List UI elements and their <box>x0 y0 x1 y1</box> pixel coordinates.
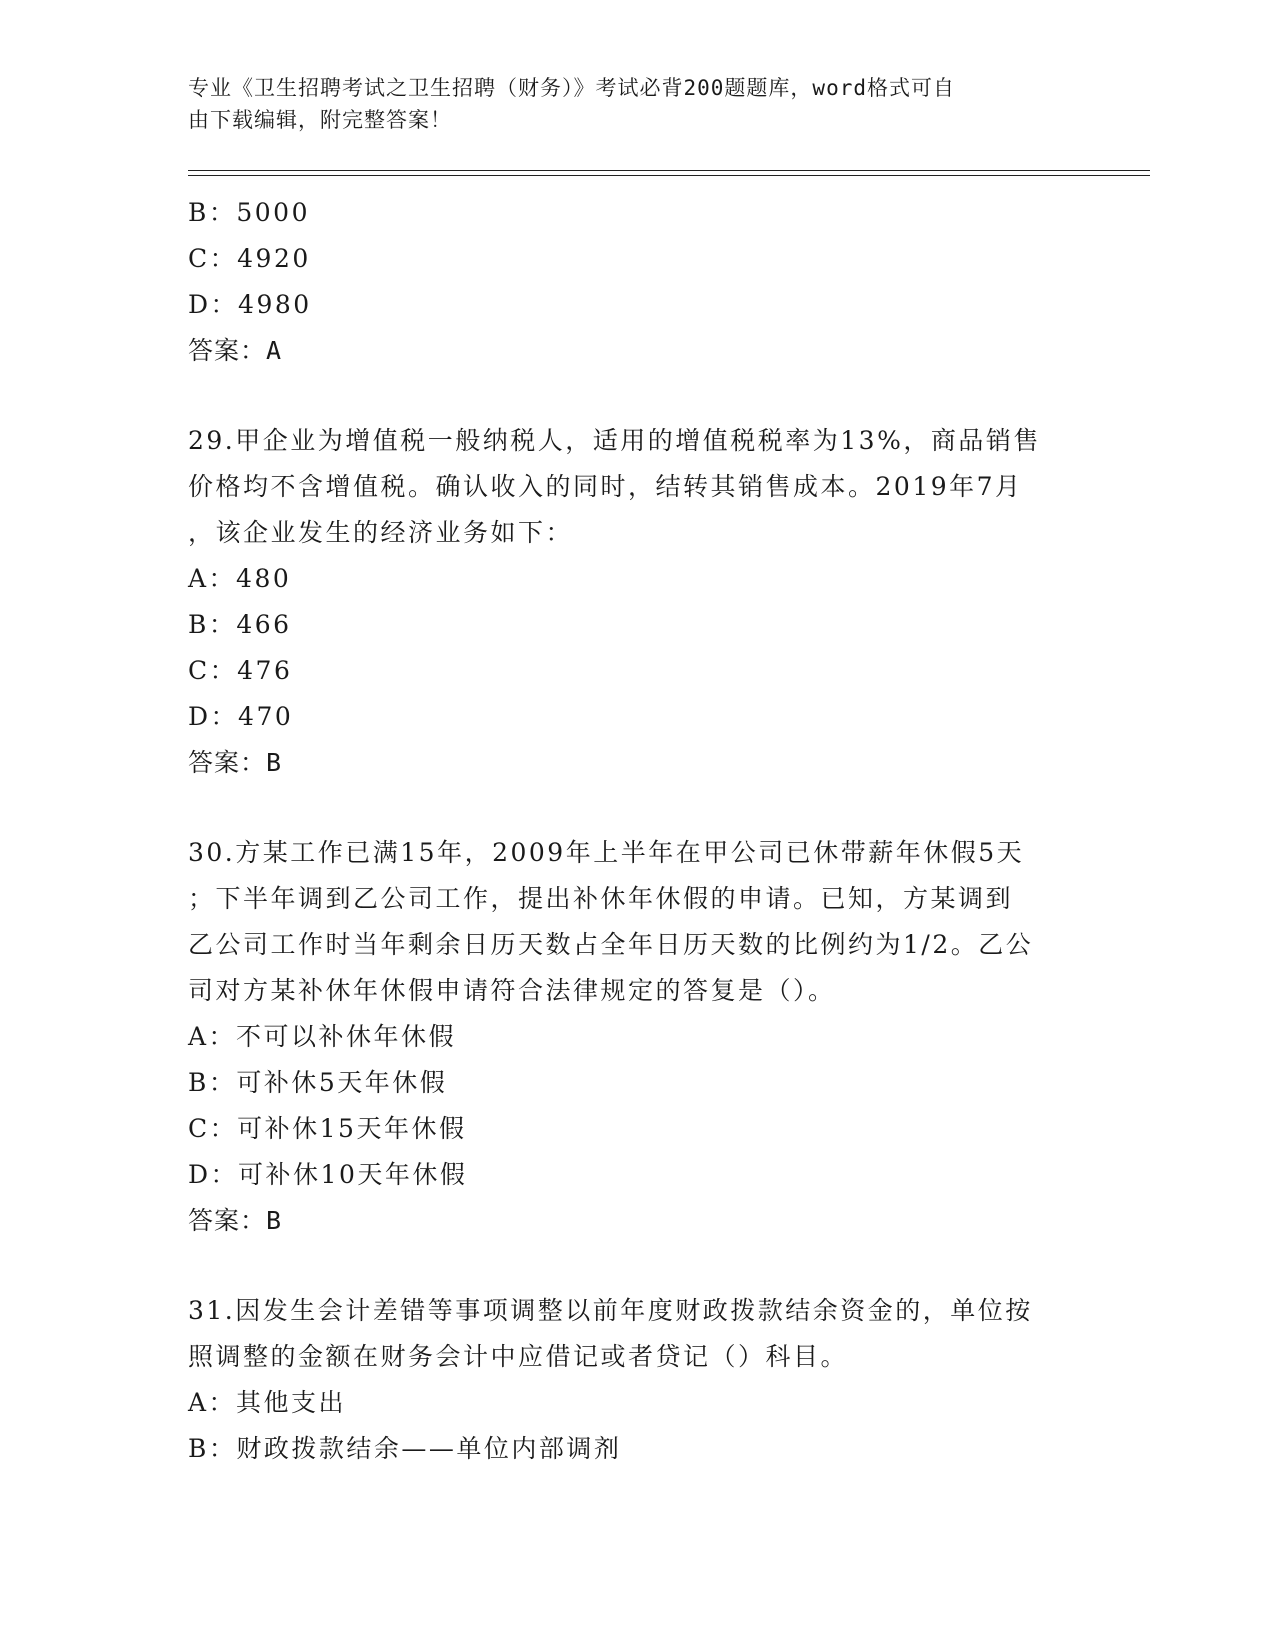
header-title-line-2: 由下载编辑，附完整答案！ <box>188 108 452 132</box>
answer-label: 答案：B <box>188 1206 283 1235</box>
question-list <box>188 190 1088 1472</box>
question-text-line: 30.方某工作已满15年，2009年上半年在甲公司已休带薪年休假5天 <box>188 838 1025 867</box>
header-title-line-1: 专业《卫生招聘考试之卫生招聘（财务）》考试必背200题题库，word格式可自 <box>188 76 955 100</box>
question-text-line: ，该企业发生的经济业务如下： <box>188 518 574 547</box>
question-text-line: 照调整的金额在财务会计中应借记或者贷记（）科目。 <box>188 1342 849 1371</box>
question-text-line: 价格均不含增值税。确认收入的同时，结转其销售成本。2019年7月 <box>188 472 1023 501</box>
document-header <box>188 72 1068 136</box>
option-b: B：可补休5天年休假 <box>188 1068 448 1097</box>
question-28-tail <box>188 190 1088 374</box>
question-text-line: 29.甲企业为增值税一般纳税人，适用的增值税税率为13%，商品销售 <box>188 426 1041 455</box>
answer-label: 答案：B <box>188 748 283 777</box>
question-31 <box>188 1288 1088 1472</box>
option-a: A：480 <box>188 564 292 593</box>
option-a: A：不可以补休年休假 <box>188 1022 457 1051</box>
option-b: B：466 <box>188 610 292 639</box>
option-d: D：可补休10天年休假 <box>188 1160 468 1189</box>
question-text-line: 31.因发生会计差错等事项调整以前年度财政拨款结余资金的，单位按 <box>188 1296 1033 1325</box>
header-rule-bottom <box>188 175 1150 176</box>
option-b: B：5000 <box>188 198 310 227</box>
header-rule-top <box>188 170 1150 171</box>
option-b: B：财政拨款结余——单位内部调剂 <box>188 1434 622 1463</box>
question-text-line: 司对方某补休年休假申请符合法律规定的答复是（）。 <box>188 976 836 1005</box>
option-a: A：其他支出 <box>188 1388 347 1417</box>
option-c: C：4920 <box>188 244 311 273</box>
option-d: D：4980 <box>188 290 312 319</box>
question-text-line: 乙公司工作时当年剩余日历天数占全年日历天数的比例约为1/2。乙公 <box>188 930 1034 959</box>
option-d: D：470 <box>188 702 294 731</box>
option-c: C：476 <box>188 656 293 685</box>
answer-label: 答案：A <box>188 336 283 365</box>
question-29 <box>188 418 1088 786</box>
question-text-line: ；下半年调到乙公司工作，提出补休年休假的申请。已知，方某调到 <box>188 884 1014 913</box>
option-c: C：可补休15天年休假 <box>188 1114 467 1143</box>
question-30 <box>188 830 1088 1244</box>
